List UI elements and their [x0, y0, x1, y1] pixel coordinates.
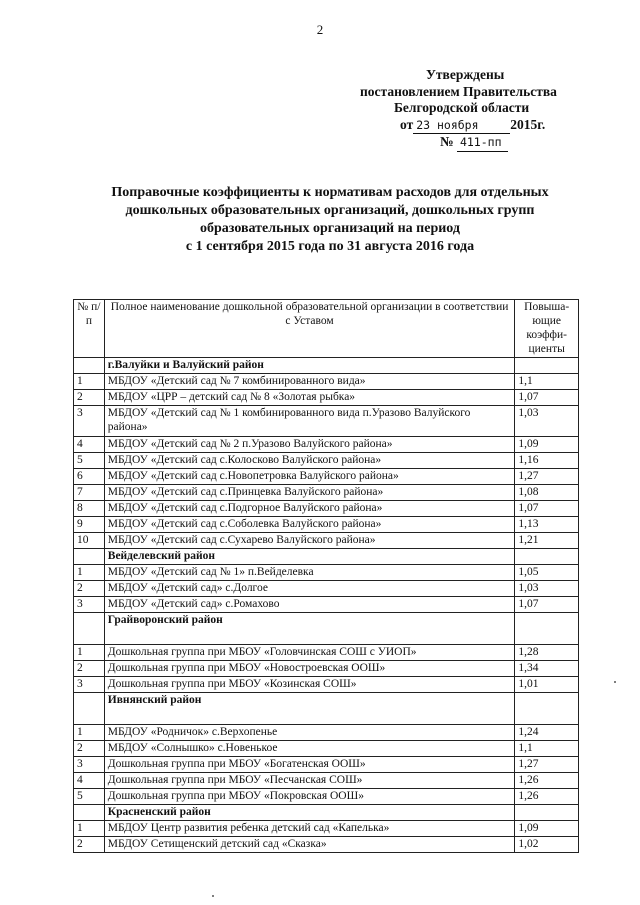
org-name: Дошкольная группа при МБОУ «Новостроевская ООШ»: [104, 661, 515, 677]
coefficient: 1,03: [515, 406, 579, 437]
row-number: 5: [74, 789, 105, 805]
coefficient: 1,09: [515, 821, 579, 837]
coefficient: 1,07: [515, 390, 579, 406]
row-number: 1: [74, 374, 105, 390]
org-name: МБДОУ «Детский сад № 1 комбинированного вида п.Уразово Валуйского района»: [104, 406, 515, 437]
table-row: [74, 390, 579, 406]
approval-line-3: Белгородской области: [394, 100, 530, 115]
coefficient: 1,02: [515, 837, 579, 853]
org-name: МБДОУ «Солнышко» с.Новенькое: [104, 741, 515, 757]
document-title: [60, 184, 600, 256]
org-name: МБДОУ «Детский сад № 2 п.Уразово Валуйского района»: [104, 437, 515, 453]
org-name: МБДОУ «Детский сад с.Соболевка Валуйского района»: [104, 517, 515, 533]
date-suffix: 2015г.: [510, 116, 546, 132]
row-number: 2: [74, 741, 105, 757]
title-line-3: образовательных организаций на период: [199, 221, 460, 236]
row-number: 4: [74, 437, 105, 453]
table-row: [74, 789, 579, 805]
row-number: 7: [74, 485, 105, 501]
table-row: [74, 741, 579, 757]
row-number: 1: [74, 645, 105, 661]
coefficient: 1,07: [515, 501, 579, 517]
org-name: МБДОУ «Детский сад с.Принцевка Валуйского района»: [104, 485, 515, 501]
approval-date: [360, 117, 610, 135]
row-number: 2: [74, 837, 105, 853]
org-name: МБДОУ «Родничок» с.Верхопенье: [104, 725, 515, 741]
table-row: [74, 517, 579, 533]
row-number: 4: [74, 773, 105, 789]
table-row: [74, 821, 579, 837]
row-number: 3: [74, 757, 105, 773]
date-prefix: от: [400, 116, 414, 132]
title-line-1: Поправочные коэффициенты к нормативам расходов для отдельных: [111, 185, 549, 200]
header-name: Полное наименование дошкольной образовательной организации в соответствии с Уставом: [104, 300, 515, 358]
org-name: МБДОУ «Детский сад № 1» п.Вейделевка: [104, 565, 515, 581]
coefficient: 1,1: [515, 374, 579, 390]
title-line-4: с 1 сентября 2015 года по 31 августа 2016 года: [185, 239, 475, 254]
org-name: МБДОУ Сетищенский детский сад «Сказка»: [104, 837, 515, 853]
row-number: 1: [74, 821, 105, 837]
org-name: МБДОУ «Детский сад с.Сухарево Валуйского района»: [104, 533, 515, 549]
table-row: [74, 581, 579, 597]
table-row: [74, 533, 579, 549]
org-name: МБДОУ «Детский сад с.Колосково Валуйского района»: [104, 453, 515, 469]
coefficient: 1,26: [515, 789, 579, 805]
title-line-2: дошкольных образовательных организаций, дошкольных групп: [125, 203, 535, 218]
row-number: 3: [74, 677, 105, 693]
row-number: 3: [74, 406, 105, 437]
approval-number: [360, 134, 610, 152]
coefficient: 1,1: [515, 741, 579, 757]
coefficient: 1,34: [515, 661, 579, 677]
table-row: [74, 677, 579, 693]
table-row: [74, 773, 579, 789]
table-row: [74, 437, 579, 453]
table-row: [74, 406, 579, 437]
table-row: [74, 725, 579, 741]
coefficient: 1,07: [515, 597, 579, 613]
org-name: МБДОУ «ЦРР – детский сад № 8 «Золотая рыбка»: [104, 390, 515, 406]
row-number: 6: [74, 469, 105, 485]
coefficient: 1,13: [515, 517, 579, 533]
region-row: [74, 805, 579, 821]
table-row: [74, 645, 579, 661]
row-number: 1: [74, 565, 105, 581]
coefficient: 1,27: [515, 469, 579, 485]
row-number: 2: [74, 661, 105, 677]
table-row: [74, 453, 579, 469]
org-name: МБДОУ «Детский сад» с.Долгое: [104, 581, 515, 597]
region-row: [74, 358, 579, 374]
table-row: [74, 565, 579, 581]
row-number: 5: [74, 453, 105, 469]
coefficient: 1,01: [515, 677, 579, 693]
region-name: г.Валуйки и Валуйский район: [104, 358, 515, 374]
coefficient: 1,03: [515, 581, 579, 597]
header-num: № п/п: [74, 300, 105, 358]
coefficient: 1,27: [515, 757, 579, 773]
table-row: [74, 469, 579, 485]
coefficient: 1,21: [515, 533, 579, 549]
approval-block: [360, 67, 610, 152]
table-row: [74, 501, 579, 517]
row-number: 10: [74, 533, 105, 549]
region-row: [74, 613, 579, 645]
org-name: МБДОУ «Детский сад с.Подгорное Валуйского района»: [104, 501, 515, 517]
table-row: [74, 757, 579, 773]
row-number: 1: [74, 725, 105, 741]
approval-line-2: постановлением Правительства: [360, 83, 557, 99]
table-row: [74, 374, 579, 390]
row-number: 8: [74, 501, 105, 517]
scan-speck: [212, 895, 214, 897]
header-coef: Повыша-ющие коэффи-циенты: [515, 300, 579, 358]
coefficients-table: [73, 299, 579, 853]
table-row: [74, 597, 579, 613]
number-prefix: №: [440, 134, 454, 149]
org-name: МБДОУ «Детский сад № 7 комбинированного вида»: [104, 374, 515, 390]
org-name: МБДОУ «Детский сад с.Новопетровка Валуйского района»: [104, 469, 515, 485]
region-row: [74, 693, 579, 725]
handwritten-number: 411-пп: [457, 134, 508, 152]
coefficient: 1,08: [515, 485, 579, 501]
org-name: Дошкольная группа при МБОУ «Покровская ООШ»: [104, 789, 515, 805]
scan-speck: [614, 681, 616, 683]
coefficient: 1,24: [515, 725, 579, 741]
approval-line-1: Утверждены: [426, 67, 505, 82]
table-row: [74, 485, 579, 501]
handwritten-date: 23 ноября: [413, 117, 510, 135]
row-number: 2: [74, 390, 105, 406]
org-name: МБДОУ Центр развития ребенка детский сад «Капелька»: [104, 821, 515, 837]
org-name: Дошкольная группа при МБОУ «Песчанская СОШ»: [104, 773, 515, 789]
region-name: Грайворонский район: [104, 613, 515, 645]
coefficient: 1,05: [515, 565, 579, 581]
coefficient: 1,26: [515, 773, 579, 789]
coefficient: 1,09: [515, 437, 579, 453]
table-row: [74, 661, 579, 677]
table-header-row: [74, 300, 579, 358]
region-name: Ивнянский район: [104, 693, 515, 725]
coefficient: 1,16: [515, 453, 579, 469]
coefficient: 1,28: [515, 645, 579, 661]
table-row: [74, 837, 579, 853]
org-name: Дошкольная группа при МБОУ «Богатенская ООШ»: [104, 757, 515, 773]
row-number: 3: [74, 597, 105, 613]
region-name: Вейделевский район: [104, 549, 515, 565]
org-name: МБДОУ «Детский сад» с.Ромахово: [104, 597, 515, 613]
region-name: Красненский район: [104, 805, 515, 821]
row-number: 2: [74, 581, 105, 597]
page-number: 2: [316, 22, 324, 37]
region-row: [74, 549, 579, 565]
row-number: 9: [74, 517, 105, 533]
org-name: Дошкольная группа при МБОУ «Козинская СОШ»: [104, 677, 515, 693]
org-name: Дошкольная группа при МБОУ «Головчинская СОШ с УИОП»: [104, 645, 515, 661]
